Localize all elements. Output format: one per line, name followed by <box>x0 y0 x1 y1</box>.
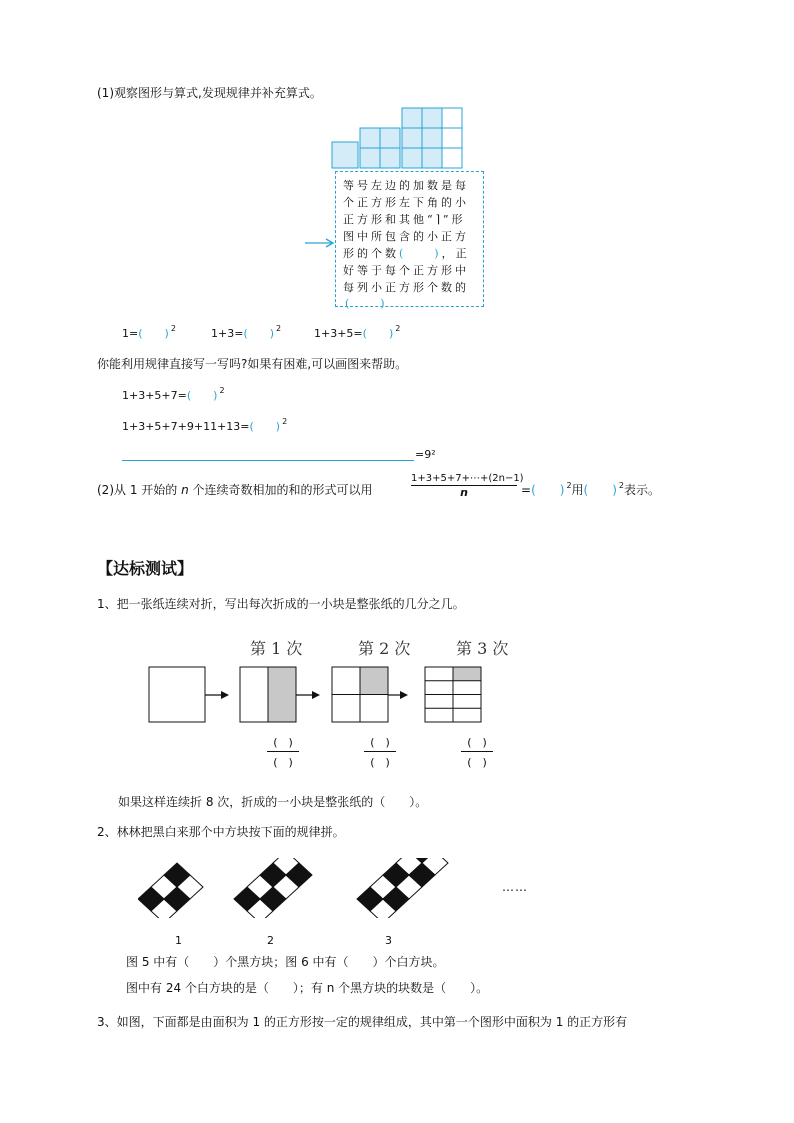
eq4: 1+3+5+7=( ) $^2$ <box>122 386 225 402</box>
note-line-4: 图中所包含的小正方 <box>343 230 469 243</box>
eq6: =9² <box>415 448 436 461</box>
q2-text: 2、林林把黑白来那个中方块按下面的规律拼。 <box>97 825 345 839</box>
q1-text: 1、把一张纸连续对折，写出每次折成的一小块是整张纸的几分之几。 <box>97 597 465 611</box>
fold-fraction-2: ( ) ( ) <box>364 734 396 770</box>
eq2: 1+3=( ) $^2$ <box>211 324 282 340</box>
paper-folding-figure <box>147 665 487 725</box>
part2-line: (2)从 1 开始的 n 个连续奇数相加的和的形式可以用 <box>97 483 373 497</box>
q2-line2: 图中有 24 个白方块的是（ ）；有 n 个黑方块的块数是（ ）。 <box>126 981 489 995</box>
note-line-5: 形的个数( )，正 <box>343 247 470 260</box>
part2-blank-1: ( ) <box>531 483 565 497</box>
note-line-1: 等号左边的加数是每 <box>343 179 469 192</box>
fig-label-2: 2 <box>267 934 274 947</box>
part1-prompt: (1)观察图形与算式,发现规律并补充算式。 <box>97 86 322 100</box>
fold-label-1: 第 1 次 <box>250 639 303 658</box>
eq4-blank: ( ) <box>186 389 218 402</box>
q1-follow: 如果这样连续折 8 次，折成的一小块是整张纸的（ ）。 <box>118 795 428 809</box>
note-line-3: 正方形和其他“⌉”形 <box>343 213 466 226</box>
section-title: 【达标测试】 <box>97 559 194 578</box>
fold-label-2: 第 2 次 <box>358 639 411 658</box>
fig-label-1: 1 <box>175 934 182 947</box>
eq2-blank: ( ) <box>243 327 275 340</box>
part2-tail: =( ) $^2$用( ) $^2$表示。 <box>521 481 661 497</box>
diamond-pattern-figure <box>138 858 498 918</box>
eq6-answer-line <box>122 460 414 461</box>
fold-fraction-1: ( ) ( ) <box>267 734 299 770</box>
note-line-6: 好等于每个正方形中 <box>343 264 469 277</box>
q2-line1: 图 5 中有（ ）个黑方块；图 6 中有（ ）个白方块。 <box>126 955 445 969</box>
eq3-blank: ( ) <box>362 327 394 340</box>
eq5: 1+3+5+7+9+11+13=( ) $^2$ <box>122 417 288 433</box>
fraction-denominator: n <box>460 486 468 499</box>
part2-fraction <box>411 473 524 499</box>
note-line-2: 个正方形左下角的小 <box>343 196 469 209</box>
part1-question: 你能利用规律直接写一写吗?如果有困难,可以画图来帮助。 <box>97 357 408 371</box>
eq1: 1=( ) $^2$ <box>122 324 176 340</box>
eq1-blank: ( ) <box>138 327 169 340</box>
part2-blank-2: ( ) <box>583 483 617 497</box>
growing-squares-figure <box>331 107 466 169</box>
note-blank-1: ( ) <box>399 247 442 260</box>
eq5-blank: ( ) <box>249 420 281 433</box>
fold-fraction-3: ( ) ( ) <box>461 734 493 770</box>
fold-label-3: 第 3 次 <box>456 639 509 658</box>
note-line-7: 每列小正方形个数的 <box>343 281 469 294</box>
q3-text: 3、如图，下面都是由面积为 1 的正方形按一定的规律组成，其中第一个图形中面积为 1 的正方形有 <box>97 1015 628 1029</box>
pointer-arrow-icon <box>305 238 335 248</box>
fraction-numerator: 1+3+5+7+⋯+(2n−1) <box>411 473 524 484</box>
fig-label-3: 3 <box>385 934 392 947</box>
eq3: 1+3+5=( ) $^2$ <box>314 324 401 340</box>
note-blank-2: ( ) <box>345 297 388 310</box>
pattern-ellipsis: …… <box>502 880 528 894</box>
